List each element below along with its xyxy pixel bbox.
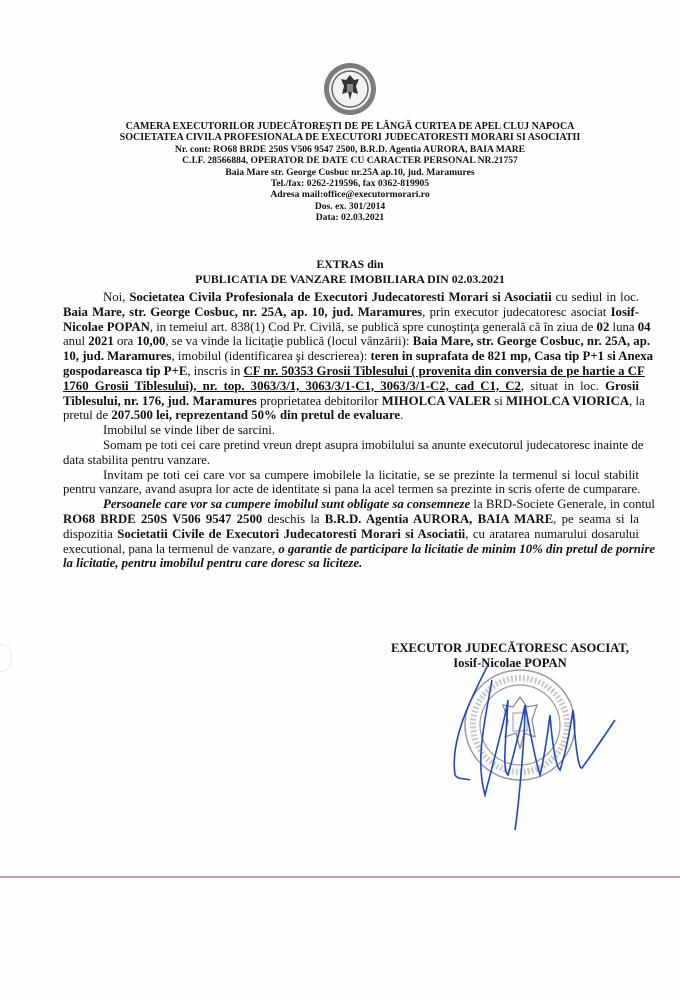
p5-line: dispozitia Societatii Civile de Executori Judecatoresti Morari si Asociatii, cu aratarea numarului dosarului — [63, 526, 639, 541]
signer-role: EXECUTOR JUDECĂTORESC ASOCIAT, — [390, 641, 630, 655]
document-title — [60, 257, 640, 287]
p5-line: RO68 BRDE 250S V506 9547 2500 deschis la B.R.D. Agentia AURORA, BAIA MARE, pe seama si la — [63, 511, 639, 526]
handwritten-signature — [430, 660, 620, 840]
chamber-seal-icon — [323, 62, 377, 116]
p1-line: Noi, Societatea Civila Profesionala de Executori Judecatoresti Morari si Asociatii cu sediul in loc. — [103, 290, 639, 304]
title-line-2: PUBLICATIA DE VANZARE IMOBILIARA DIN 02.03.2021 — [195, 272, 505, 286]
scan-margin-mark — [0, 644, 12, 672]
p5-line: la licitatie, pentru imobilul pentru care doresc sa liciteze. — [63, 556, 363, 571]
p1-line: pretul de 207.500 lei, reprezentand 50% din pretul de evaluare. — [63, 408, 404, 423]
document-date: Data: 02.03.2021 — [315, 212, 385, 224]
footer-divider — [0, 876, 680, 878]
p1-line: Baia Mare, str. George Cosbuc, nr. 25A, ap. 10, jud. Maramures, prin executor judecatoresc asociat Iosif- — [63, 304, 639, 319]
p1-line: 10, jud. Maramures, imobilul (identificarea şi descrierea): teren in suprafata de 821 mp, Casa tip P+1 si Anexa — [63, 349, 654, 364]
p5-line: Persoanele care vor sa cumpere imobilul sunt obligate sa consemneze la BRD-Societe Generale, in contul — [103, 497, 655, 512]
email-address: Adresa mail:office@executormorari.ro — [270, 189, 430, 201]
cif-line: C.I.F. 28566884, OPERATOR DE DATE CU CARACTER PERSONAL NR.21757 — [182, 155, 518, 167]
bank-account: Nr. cont: RO68 BRDE 250S V506 9547 2500, B.R.D. Agentia AURORA, BAIA MARE — [174, 143, 526, 155]
p1-line: 1760 Grosii Tiblesului), nr. top. 3063/3/1, 3063/3/1-C1, 3063/3/1-C2, cad C1, C2, situat in loc. Grosii — [63, 378, 639, 393]
p3-line: data stabilita pentru vanzare. — [63, 452, 211, 467]
letterhead — [60, 121, 640, 224]
p1-line: anul 2021 ora 10,00, se va vinde la licitaţie publică (locul vânzării): Baia Mare, str. George Cosbuc, nr. 25A, ap. — [63, 334, 651, 349]
p1-line: Nicolae POPAN, in temeiul art. 838(1) Cod Pr. Civilă, se publică spre cunoştinţa generală că în ziua de 02 luna 04 — [63, 319, 651, 334]
title-line-1: EXTRAS din — [316, 257, 384, 271]
chamber-name: CAMERA EXECUTORILOR JUDECĂTOREŞTI DE PE LÂNGĂ CURTEA DE APEL CLUJ NAPOCA — [125, 121, 575, 132]
p5-line: executional, pana la termenul de vanzare, o garantie de participare la licitatie de minim 10% din pretul de pornire — [63, 541, 656, 556]
p1-line: gospodareasca tip P+E, inscris in CF nr. 50353 Grosii Tiblesului ( provenita din conversia de pe hartie a CF — [63, 363, 645, 378]
p3-line: Somam pe toti cei care pretind vreun drept asupra imobilului sa anunte executorul judecatoresc inainte de — [103, 437, 644, 452]
starting-price: 207.500 lei, reprezentand 50% din pretul de evaluare — [111, 408, 401, 423]
dossier-number: Dos. ex. 301/2014 — [314, 200, 386, 212]
debtor-name: MIHOLCA VIORICA — [505, 393, 630, 408]
signer-name: Iosif-Nicolae POPAN — [453, 655, 567, 670]
company-name: SOCIETATEA CIVILA PROFESIONALA DE EXECUTORI JUDECATORESTI MORARI SI ASOCIATII — [119, 132, 581, 144]
office-address: Baia Mare str. George Cosbuc nr.25A ap.10, jud. Maramures — [225, 166, 475, 178]
p1-line: Tiblesului, nr. 176, jud. Maramures proprietatea debitorilor MIHOLCA VALER si MIHOLCA VIORICA, la — [63, 393, 645, 408]
phone-fax: Tel./fax: 0262-219596, fax 0362-819905 — [270, 178, 430, 190]
bank-account-number: RO68 BRDE 250S V506 9547 2500 — [63, 511, 263, 526]
debtor-name: MIHOLCA VALER — [381, 393, 492, 408]
land-registry-reference: CF nr. 50353 Grosii Tiblesului ( provenita din conversia de pe hartie a CF — [243, 363, 645, 378]
cadastral-reference: 1760 Grosii Tiblesului), nr. top. 3063/3/1, 3063/3/1-C1, 3063/3/1-C2, cad C1, C2 — [63, 378, 521, 393]
p4-line: pentru vanzare, avand asupra lor acte de identitate si pana la acel termen sa prezinte in scris oferte de cumparare. — [63, 482, 641, 497]
p2-line: Imobilul se vinde liber de sarcini. — [103, 423, 276, 438]
p4-line: Invitam pe toti cei care vor sa cumpere imobilele la licitatie, se se prezinte la termenul si locul stabilit — [103, 467, 639, 482]
document-body — [63, 290, 656, 571]
